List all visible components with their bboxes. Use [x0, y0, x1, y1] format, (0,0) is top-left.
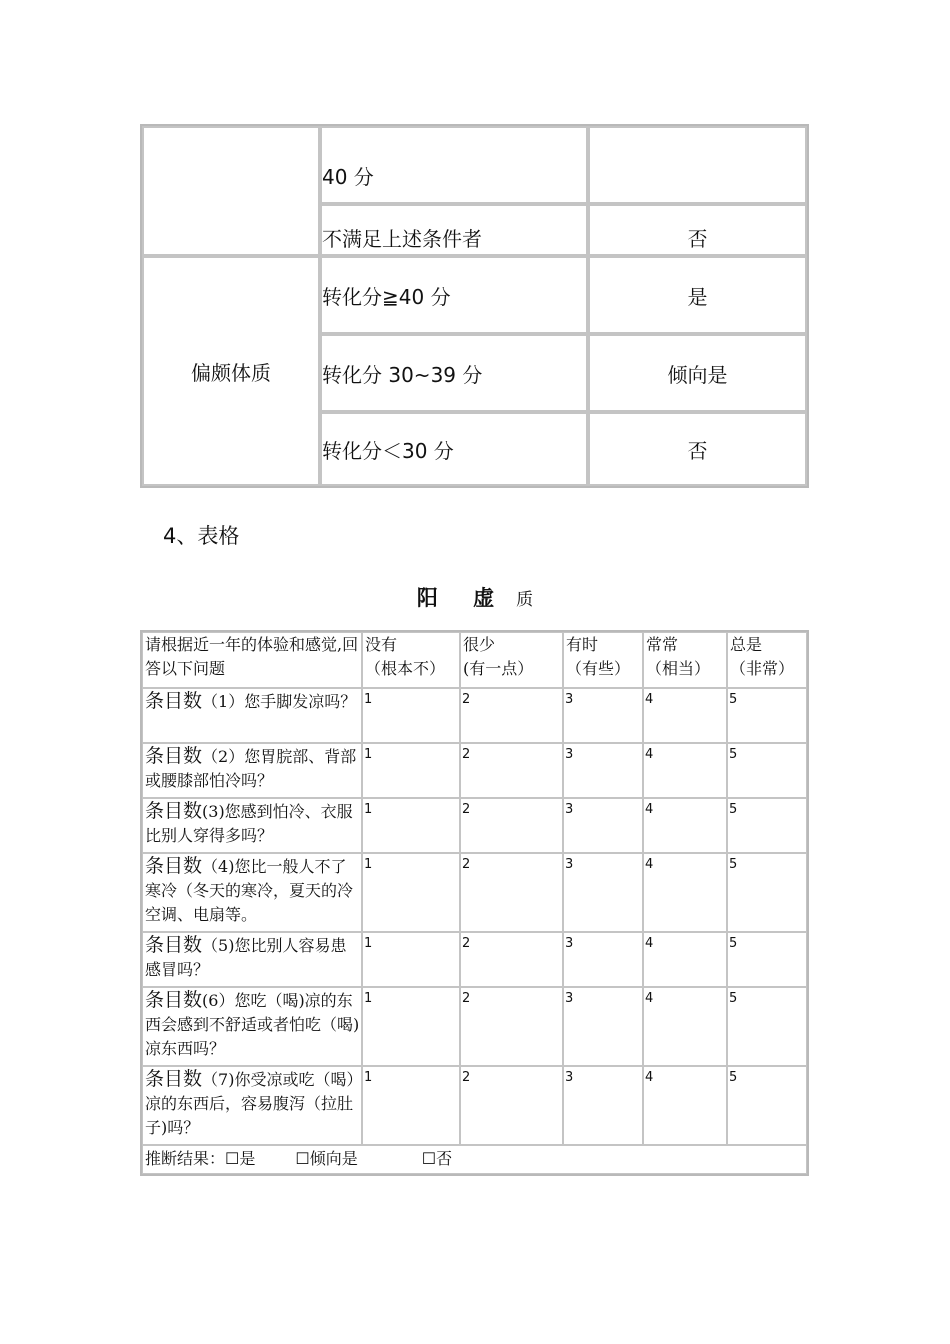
- header-option: [460, 632, 563, 688]
- score-cell[interactable]: 1: [362, 1066, 460, 1145]
- option-sublabel: （非常）: [730, 659, 795, 678]
- score-cell[interactable]: 4: [643, 987, 727, 1066]
- score-cell[interactable]: 2: [460, 932, 563, 987]
- score-cell[interactable]: 3: [563, 1066, 643, 1145]
- score-cell[interactable]: 4: [643, 688, 727, 743]
- item-prefix: 条目数: [145, 855, 203, 877]
- item-prefix: 条目数: [145, 690, 203, 712]
- score-cell[interactable]: 5: [727, 932, 807, 987]
- score-cell[interactable]: 3: [563, 932, 643, 987]
- score-cell[interactable]: 3: [563, 688, 643, 743]
- score-cell[interactable]: 4: [643, 853, 727, 932]
- option-sublabel: （相当）: [646, 659, 711, 678]
- result-row: [142, 1145, 807, 1174]
- score-cell[interactable]: 2: [460, 1066, 563, 1145]
- score-cell[interactable]: 5: [727, 743, 807, 798]
- score-cell[interactable]: 1: [362, 932, 460, 987]
- header-option: [362, 632, 460, 688]
- result-option-tendency[interactable]: ☐倾向是: [295, 1149, 358, 1168]
- option-sublabel: （有些）: [566, 659, 631, 678]
- header-question: 请根据近一年的体验和感觉,回答以下问题: [142, 632, 362, 688]
- title-main: 阳 虚: [416, 586, 509, 610]
- result-cell: 否: [588, 204, 807, 256]
- score-cell[interactable]: 5: [727, 987, 807, 1066]
- option-label: 没有: [365, 635, 398, 654]
- score-cell[interactable]: 1: [362, 688, 460, 743]
- question-cell: [142, 743, 362, 798]
- score-cell[interactable]: 3: [563, 987, 643, 1066]
- score-cell[interactable]: 3: [563, 743, 643, 798]
- option-sublabel: (有一点）: [463, 659, 534, 678]
- result-option-no[interactable]: ☐否: [421, 1149, 453, 1168]
- score-cell[interactable]: 1: [362, 743, 460, 798]
- item-prefix: 条目数: [145, 745, 203, 767]
- score-cell[interactable]: 5: [727, 853, 807, 932]
- score-cell[interactable]: 5: [727, 688, 807, 743]
- item-prefix: 条目数: [145, 934, 203, 956]
- option-label: 总是: [730, 635, 763, 654]
- result-cell: [588, 126, 807, 204]
- score-cell[interactable]: 4: [643, 743, 727, 798]
- questionnaire-title: [0, 582, 950, 612]
- result-label: 推断结果：: [145, 1149, 226, 1168]
- item-prefix: 条目数: [145, 1068, 203, 1090]
- score-cell[interactable]: 1: [362, 798, 460, 853]
- category-cell: 偏颇体质: [142, 256, 320, 486]
- result-option-yes[interactable]: ☐是: [225, 1149, 256, 1168]
- question-cell: [142, 688, 362, 743]
- result-cell: 否: [588, 412, 807, 486]
- item-text: （5)您比别人容易患感冒吗？: [145, 936, 347, 979]
- condition-cell: 转化分＜30 分: [320, 412, 588, 486]
- question-cell: [142, 987, 362, 1066]
- item-text: （1）您手脚发凉吗？: [202, 692, 357, 711]
- option-label: 很少: [463, 635, 496, 654]
- score-cell[interactable]: 2: [460, 688, 563, 743]
- score-cell[interactable]: 2: [460, 743, 563, 798]
- score-cell[interactable]: 1: [362, 853, 460, 932]
- item-text: (6）您吃（喝)凉的东西会感到不舒适或者怕吃（喝)凉东西吗？: [145, 991, 360, 1058]
- result-cell: 是: [588, 256, 807, 334]
- section-heading: 4、表格: [163, 524, 240, 548]
- score-cell[interactable]: 2: [460, 798, 563, 853]
- question-cell: [142, 798, 362, 853]
- condition-cell: 40 分: [320, 126, 588, 204]
- item-text: （4)您比一般人不了寒冷（冬天的寒冷，夏天的冷空调、电扇等。: [145, 857, 354, 924]
- score-cell[interactable]: 4: [643, 798, 727, 853]
- item-prefix: 条目数: [145, 800, 203, 822]
- question-cell: [142, 853, 362, 932]
- constitution-criteria-table: [140, 124, 809, 488]
- condition-cell: 不满足上述条件者: [320, 204, 588, 256]
- yang-deficiency-questionnaire: [140, 630, 809, 1176]
- item-text: （7)你受凉或吃（喝）凉的东西后，容易腹泻（拉肚子)吗？: [145, 1070, 355, 1137]
- score-cell[interactable]: 3: [563, 853, 643, 932]
- result-cell: 倾向是: [588, 334, 807, 412]
- item-text: (3)您感到怕冷、衣服比别人穿得多吗？: [145, 802, 353, 845]
- header-option: [643, 632, 727, 688]
- score-cell[interactable]: 3: [563, 798, 643, 853]
- score-cell[interactable]: 5: [727, 1066, 807, 1145]
- score-cell[interactable]: 4: [643, 1066, 727, 1145]
- option-label: 常常: [646, 635, 679, 654]
- header-option: [563, 632, 643, 688]
- question-cell: [142, 1066, 362, 1145]
- title-suffix: 质: [516, 590, 534, 610]
- option-sublabel: （根本不）: [365, 659, 446, 678]
- category-cell: [142, 126, 320, 256]
- score-cell[interactable]: 5: [727, 798, 807, 853]
- score-cell[interactable]: 2: [460, 853, 563, 932]
- item-text: （2）您胃脘部、背部或腰膝部怕冷吗？: [145, 747, 357, 790]
- header-option: [727, 632, 807, 688]
- score-cell[interactable]: 2: [460, 987, 563, 1066]
- condition-cell: 转化分 30~39 分: [320, 334, 588, 412]
- condition-cell: 转化分≧40 分: [320, 256, 588, 334]
- item-prefix: 条目数: [145, 989, 203, 1011]
- question-cell: [142, 932, 362, 987]
- score-cell[interactable]: 1: [362, 987, 460, 1066]
- score-cell[interactable]: 4: [643, 932, 727, 987]
- option-label: 有时: [566, 635, 599, 654]
